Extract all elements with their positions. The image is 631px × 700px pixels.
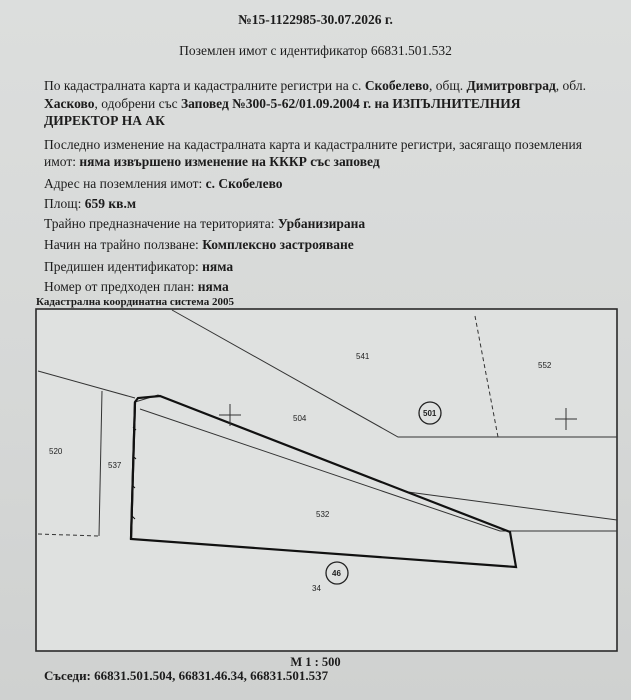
intro-line-3: ДИРЕКТОР НА АК	[44, 113, 165, 128]
intro-line-1: По кадастралната карта и кадастралните регистри на с. Скобелево, общ. Димитровград, обл.	[44, 78, 586, 93]
parcel-label-504: 504	[293, 414, 307, 423]
parcel-label-537: 537	[108, 461, 122, 470]
block-label-501: 501	[423, 409, 437, 418]
intro-line-2: Хасково, одобрени със Заповед №300-5-62/01.09.2004 г. на ИЗПЪЛНИТЕЛНИЯ	[44, 96, 521, 111]
purpose-field: Трайно предназначение на територията: Урбанизирана	[44, 216, 366, 231]
parcel-label-552: 552	[538, 361, 552, 370]
last-change-line-1: Последно изменение на кадастралната карта и кадастралните регистри, засягащо поземления	[44, 137, 582, 152]
address-field: Адрес на поземления имот: с. Скобелево	[44, 176, 283, 191]
usage-field: Начин на трайно ползване: Комплексно застрояване	[44, 237, 354, 252]
parcel-label-34: 34	[312, 584, 321, 593]
document-subtitle: Поземлен имот с идентификатор 66831.501.532	[179, 43, 452, 58]
parcel-label-541: 541	[356, 352, 370, 361]
last-change-line-2: имот: няма извършено изменение на КККР със заповед	[44, 154, 380, 169]
parcel-label-532: 532	[316, 510, 330, 519]
document-number: №15-1122985-30.07.2026 г.	[238, 12, 393, 27]
map-title: Кадастрална координатна система 2005	[36, 296, 234, 308]
previous-id-field: Предишен идентификатор: няма	[44, 259, 234, 274]
area-field: Площ: 659 кв.м	[44, 196, 137, 211]
parcel-label-520: 520	[49, 447, 63, 456]
previous-plan-field: Номер от предходен план: няма	[44, 279, 229, 294]
map-scale: М 1 : 500	[290, 655, 341, 669]
map-frame	[36, 309, 617, 651]
neighbours-field: Съседи: 66831.501.504, 66831.46.34, 66831.501.537	[44, 668, 329, 683]
block-label-46: 46	[332, 569, 341, 578]
